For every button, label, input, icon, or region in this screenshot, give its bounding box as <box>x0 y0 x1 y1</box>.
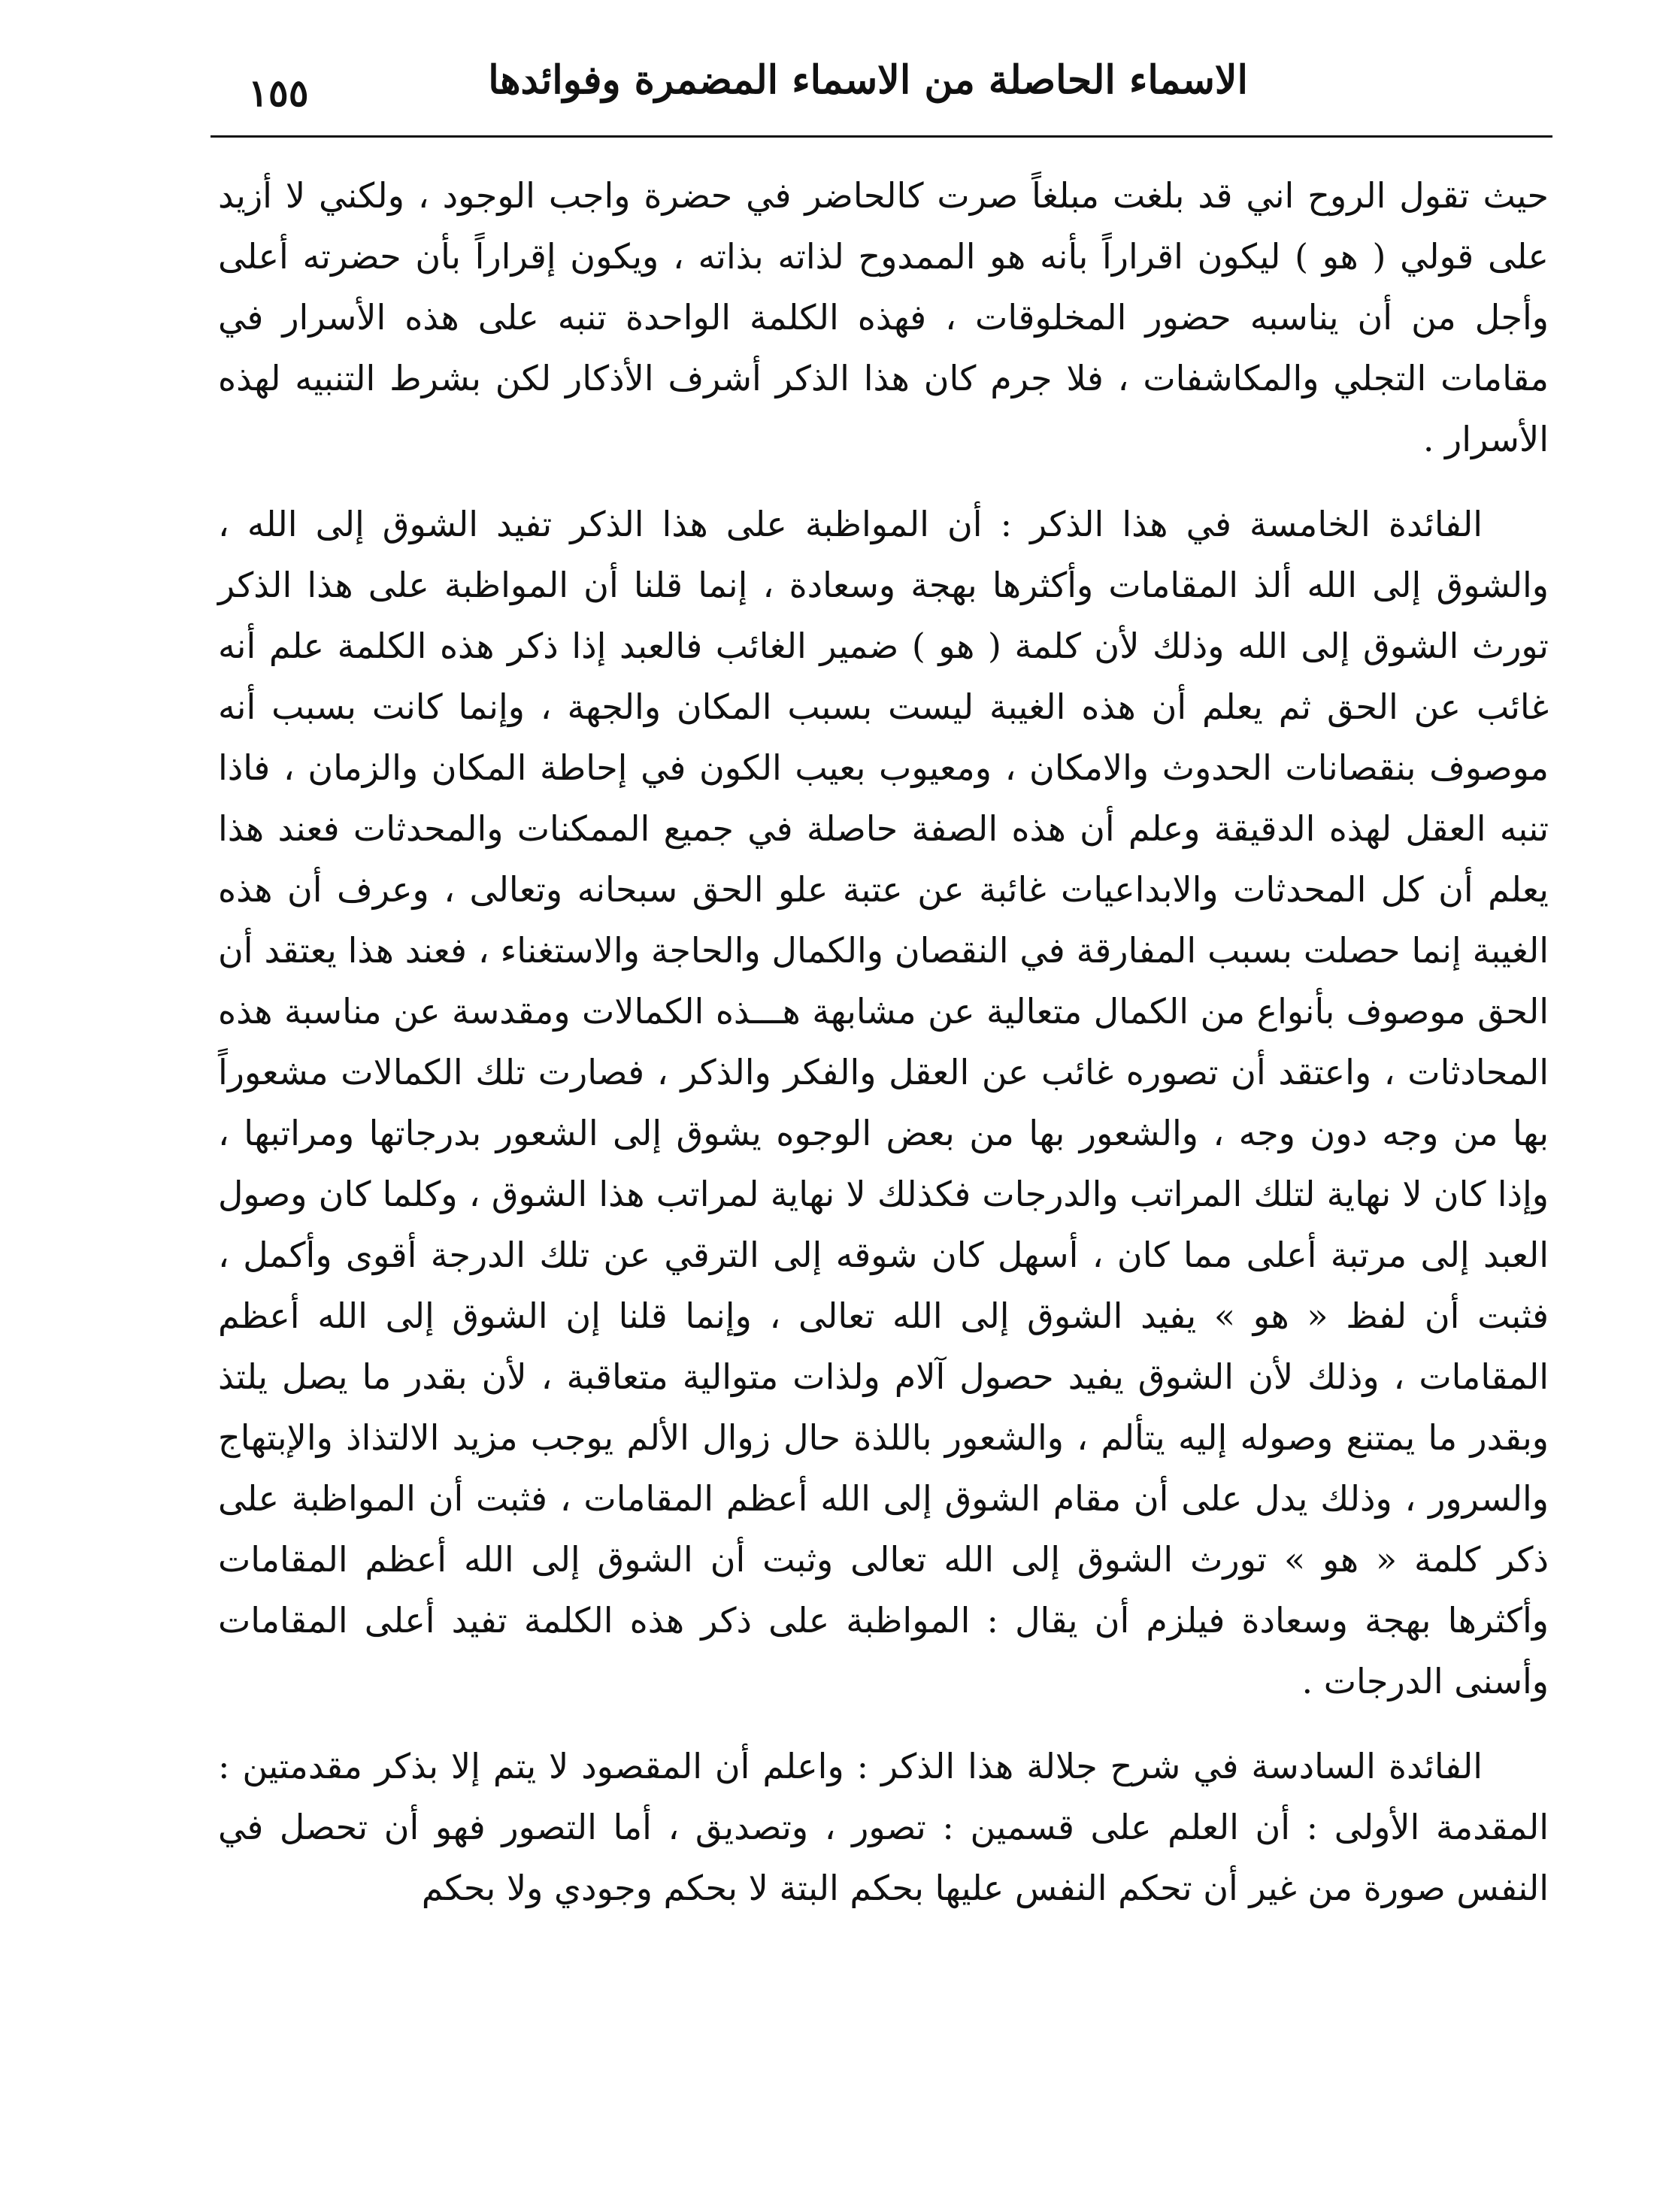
paragraph: الفائدة الخامسة في هذا الذكر : أن المواظبة على هذا الذكر تفيد الشوق إلى الله ، والشوق إلى الله ألذ المقامات وأكثرها بهجة وسعادة ، إنما قلنا أن المواظبة على هذا الذكر تورث الشوق إلى الله وذلك لأن كلمة ( هو ) ضمير الغائب فالعبد إذا ذكر هذه الكلمة علم أنه غائب عن الحق ثم يعلم أن هذه الغيبة ليست بسبب المكان والجهة ، وإنما كانت بسبب أنه موصوف بنقصانات الحدوث والامكان ، ومعيوب بعيب الكون في إحاطة المكان والزمان ، فاذا تنبه العقل لهذه الدقيقة وعلم أن هذه الصفة حاصلة في جميع الممكنات والمحدثات فعند هذا يعلم أن كل المحدثات والابداعيات غائبة عن عتبة علو الحق سبحانه وتعالى ، وعرف أن هذه الغيبة إنما حصلت بسبب المفارقة في النقصان والكمال والحاجة والاستغناء ، فعند هذا يعتقد أن الحق موصوف بأنواع من الكمال متعالية عن مشابهة هـــذه الكمالات ومقدسة عن مناسبة هذه المحادثات ، واعتقد أن تصوره غائب عن العقل والفكر والذكر ، فصارت تلك الكمالات مشعوراً بها من وجه دون وجه ، والشعور بها من بعض الوجوه يشوق إلى الشعور بدرجاتها ومراتبها ، وإذا كان لا نهاية لتلك المراتب والدرجات فكذلك لا نهاية لمراتب هذا الشوق ، وكلما كان وصول العبد إلى مرتبة أعلى مما كان ، أسهل كان شوقه إلى الترقي عن تلك الدرجة أقوى وأكمل ، فثبت أن لفظ « هو » يفيد الشوق إلى الله تعالى ، وإنما قلنا إن الشوق إلى الله أعظم المقامات ، وذلك لأن الشوق يفيد حصول آلام ولذات متوالية متعاقبة ، لأن بقدر ما يصل يلتذ وبقدر ما يمتنع وصوله إليه يتألم ، والشعور باللذة حال زوال الألم يوجب مزيد الالتذاذ والإبتهاج والسرور ، وذلك يدل على أن مقام الشوق إلى الله أعظم المقامات ، فثبت أن المواظبة على ذكر كلمة « هو » تورث الشوق إلى الله تعالى وثبت أن الشوق إلى الله أعظم المقامات وأكثرها بهجة وسعادة فيلزم أن يقال : المواظبة على ذكر هذه الكلمة تفيد أعلى المقامات وأسنى الدرجات . <box>218 504 1549 1701</box>
page-number: ١٥٥ <box>248 71 309 115</box>
running-title: الاسماء الحاصلة من الاسماء المضمرة وفوائدها <box>488 57 1248 103</box>
running-header <box>218 53 1549 135</box>
paragraph: الفائدة السادسة في شرح جلالة هذا الذكر : واعلم أن المقصود لا يتم إلا بذكر مقدمتين : المقدمة الأولى : أن العلم على قسمين : تصور ، وتصديق ، أما التصور فهو أن تحصل في النفس صورة من غير أن تحكم النفس عليها بحكم البتة لا بحكم وجودي ولا بحكم <box>218 1746 1549 1908</box>
body-text <box>218 165 1549 1919</box>
header-rule <box>211 135 1552 138</box>
paragraph: حيث تقول الروح اني قد بلغت مبلغاً صرت كالحاضر في حضرة واجب الوجود ، ولكني لا أزيد على قولي ( هو ) ليكون اقراراً بأنه هو الممدوح لذاته بذاته ، ويكون إقراراً بأن حضرته أعلى وأجل من أن يناسبه حضور المخلوقات ، فهذه الكلمة الواحدة تنبه على هذه الأسرار في مقامات التجلي والمكاشفات ، فلا جرم كان هذا الذكر أشرف الأذكار لكن بشرط التنبيه لهذه الأسرار . <box>218 175 1549 459</box>
